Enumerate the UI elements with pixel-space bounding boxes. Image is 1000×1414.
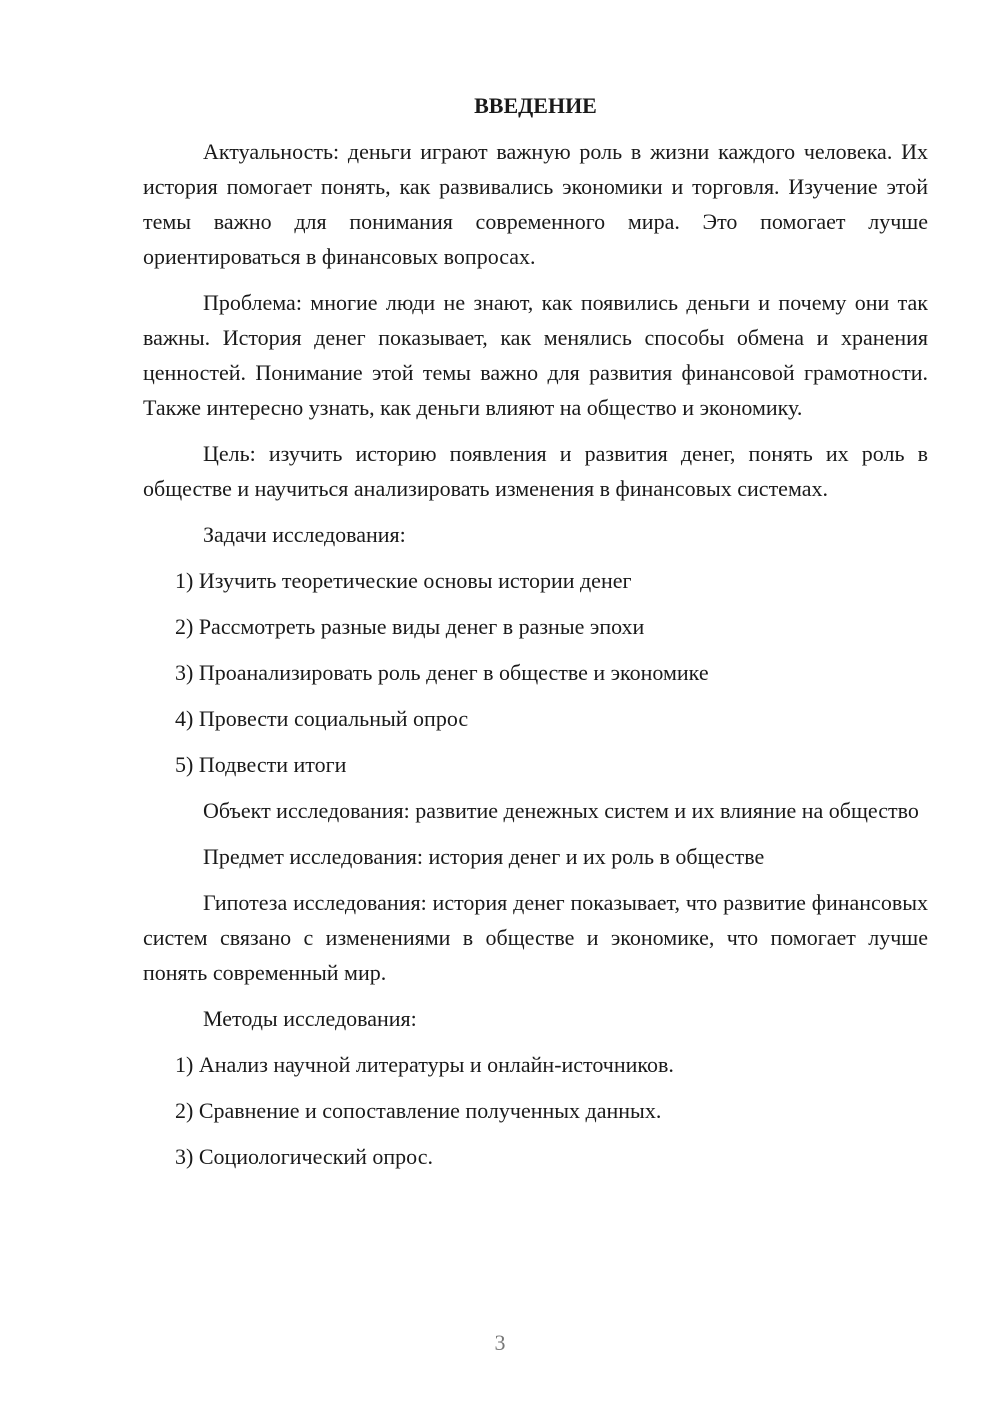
hypothesis-paragraph: Гипотеза исследования: история денег показывает, что развитие финансовых систем связано с изменениями в обществе и экономике, что помогает лучше понять современный мир. (143, 890, 928, 985)
method-item: 2) Сравнение и сопоставление полученных данных. (175, 1098, 662, 1123)
object-paragraph: Объект исследования: развитие денежных систем и их влияние на общество (203, 798, 919, 823)
subject-paragraph: Предмет исследования: история денег и их роль в обществе (203, 844, 765, 869)
document-page (143, 88, 928, 1185)
task-item: 5) Подвести итоги (175, 752, 347, 777)
goal-paragraph: Цель: изучить историю появления и развития денег, понять их роль в обществе и научиться анализировать изменения в финансовых системах. (143, 441, 928, 501)
methods-list (143, 1047, 928, 1174)
task-item: 3) Проанализировать роль денег в обществе и экономике (175, 660, 709, 685)
problem-paragraph: Проблема: многие люди не знают, как появились деньги и почему они так важны. История денег показывает, как менялись способы обмена и хранения ценностей. Понимание этой темы важно для развития финансовой грамотности. Также интересно узнать, как деньги влияют на общество и экономику. (143, 290, 928, 420)
method-item: 3) Социологический опрос. (175, 1144, 433, 1169)
relevance-paragraph: Актуальность: деньги играют важную роль в жизни каждого человека. Их история помогает понять, как развивались экономики и торговля. Изучение этой темы важно для понимания современного мира. Это помогает лучше ориентироваться в финансовых вопросах. (143, 139, 928, 269)
task-item: 4) Провести социальный опрос (175, 706, 469, 731)
task-item: 1) Изучить теоретические основы истории денег (175, 568, 632, 593)
tasks-list (143, 563, 928, 782)
methods-label: Методы исследования: (203, 1006, 417, 1031)
tasks-label: Задачи исследования: (203, 522, 406, 547)
method-item: 1) Анализ научной литературы и онлайн-источников. (175, 1052, 674, 1077)
section-title: ВВЕДЕНИЕ (474, 93, 597, 118)
task-item: 2) Рассмотреть разные виды денег в разные эпохи (175, 614, 645, 639)
page-number: 3 (494, 1330, 506, 1355)
